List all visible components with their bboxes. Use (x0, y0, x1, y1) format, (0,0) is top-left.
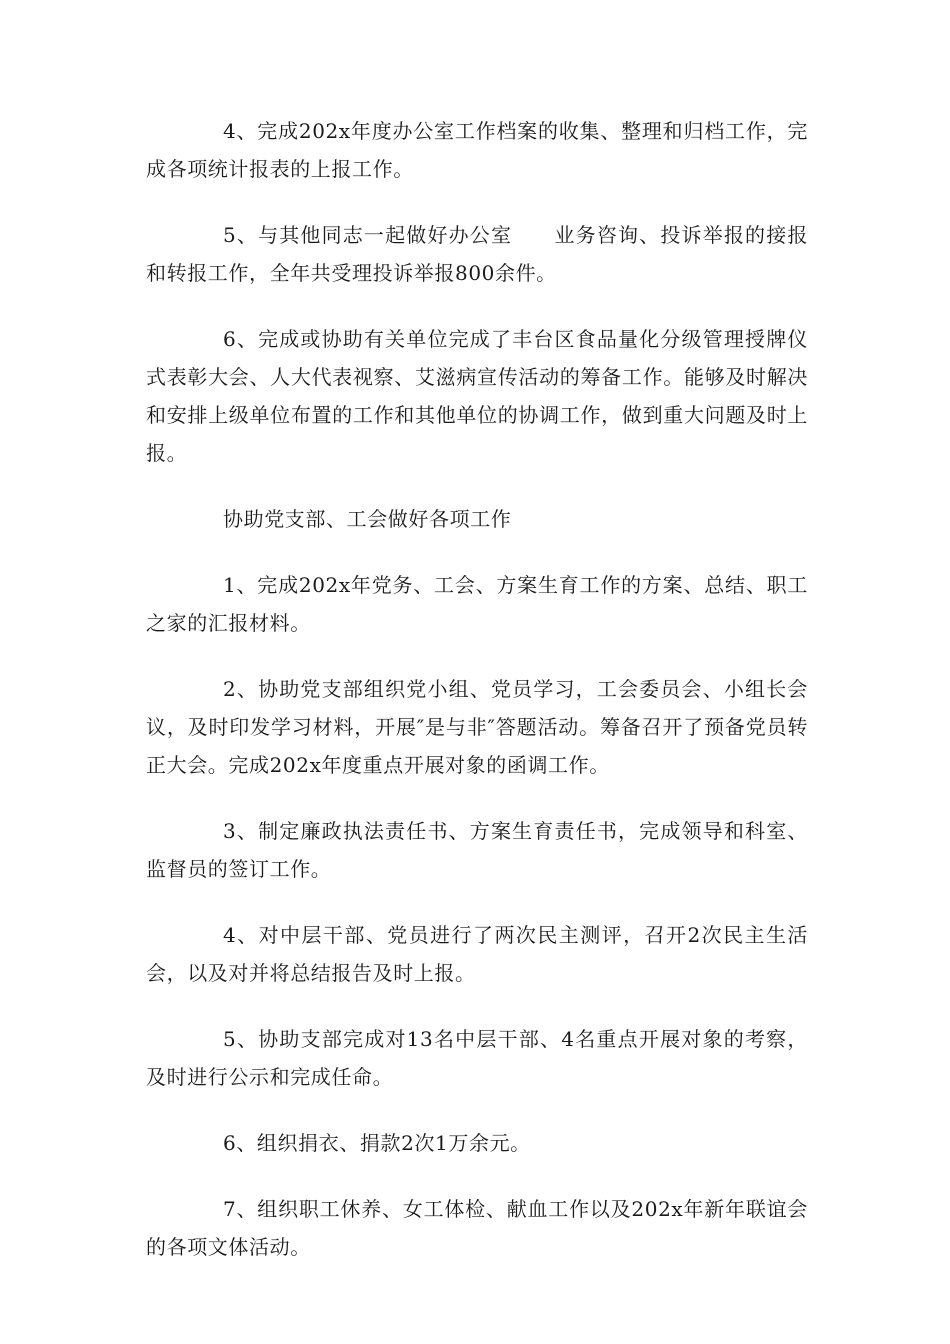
section-heading-party-union: 协助党支部、工会做好各项工作 (223, 507, 512, 531)
paragraph-party-materials: 1、完成202x年党务、工会、方案生育工作的方案、总结、职工之家的汇报材料。 (146, 573, 808, 635)
paragraph-party-study: 2、协助党支部组织党小组、党员学习，工会委员会、小组长会议，及时印发学习材料，开展″是与非″答题活动。筹备召开了预备党员转正大会。完成202x年度重点开展对象的函调工作。 (146, 677, 808, 777)
paragraph-office-archive: 4、完成202x年度办公室工作档案的收集、整理和归档工作，完成各项统计报表的上报工作。 (146, 119, 808, 181)
paragraph-staff-activities: 7、组织职工休养、女工体检、献血工作以及202x年新年联谊会的各项文体活动。 (146, 1197, 808, 1259)
paragraph-event-preparation: 6、完成或协助有关单位完成了丰台区食品量化分级管理授牌仪式表彰大会、人大代表视察、艾滋病宣传活动的筹备工作。能够及时解决和安排上级单位布置的工作和其他单位的协调工作，做到重大问题及时上报。 (146, 327, 808, 465)
paragraph-donation: 6、组织捐衣、捐款2次1万余元。 (223, 1131, 531, 1155)
paragraph-complaint-handling: 5、与其他同志一起做好办公室 业务咨询、投诉举报的接报和转报工作，全年共受理投诉举报800余件。 (146, 223, 808, 285)
paragraph-democratic-evaluation: 4、对中层干部、党员进行了两次民主测评，召开2次民主生活会，以及对并将总结报告及时上报。 (146, 923, 808, 985)
paragraph-cadre-inspection: 5、协助支部完成对13名中层干部、4名重点开展对象的考察，及时进行公示和完成任命。 (146, 1027, 808, 1089)
document-page (146, 112, 808, 1294)
paragraph-responsibility-letters: 3、制定廉政执法责任书、方案生育责任书，完成领导和科室、监督员的签订工作。 (146, 819, 808, 881)
